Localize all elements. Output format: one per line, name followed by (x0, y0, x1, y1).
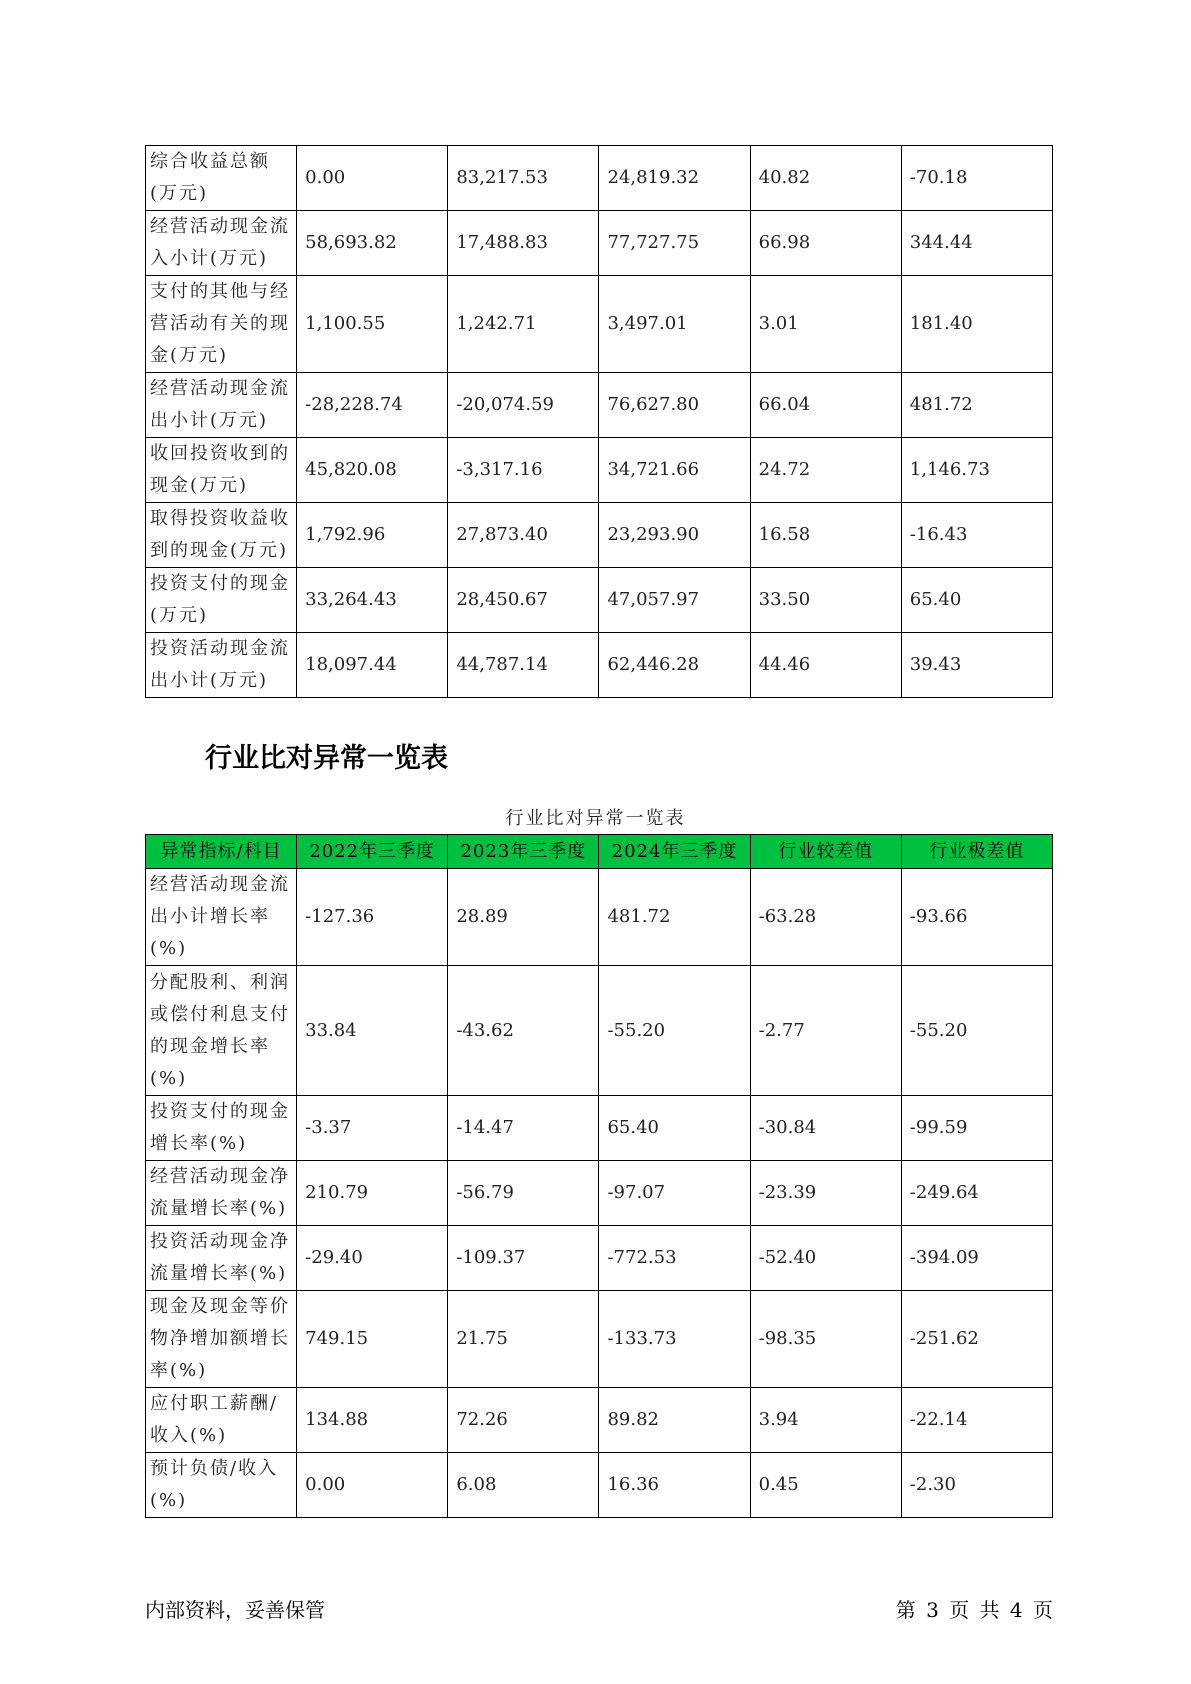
row-label: 取得投资收益收到的现金(万元) (146, 503, 297, 568)
row-label: 分配股利、利润或偿付利息支付的现金增长率(%) (146, 966, 297, 1096)
table-caption: 行业比对异常一览表 (505, 808, 686, 829)
cell-value: -772.53 (599, 1226, 750, 1291)
cell-value: 44,787.14 (448, 633, 599, 698)
cell-value: 181.40 (901, 276, 1052, 373)
cell-value: 39.43 (901, 633, 1052, 698)
cell-value: -23.39 (750, 1161, 901, 1226)
table-row (146, 869, 1053, 966)
cell-value: -55.20 (901, 966, 1052, 1096)
cell-value: 1,100.55 (297, 276, 448, 373)
cell-value: -133.73 (599, 1291, 750, 1388)
row-label: 经营活动现金净流量增长率(%) (146, 1161, 297, 1226)
cell-value: 16.36 (599, 1453, 750, 1518)
cell-value: -251.62 (901, 1291, 1052, 1388)
row-label: 现金及现金等价物净增加额增长率(%) (146, 1291, 297, 1388)
cell-value: 3.94 (750, 1388, 901, 1453)
cell-value: 66.04 (750, 373, 901, 438)
cell-value: 27,873.40 (448, 503, 599, 568)
cell-value: -2.30 (901, 1453, 1052, 1518)
cell-value: -22.14 (901, 1388, 1052, 1453)
industry-anomaly-table (145, 834, 1053, 1518)
financial-data-table (145, 145, 1053, 698)
cell-value: 40.82 (750, 146, 901, 211)
cell-value: -20,074.59 (448, 373, 599, 438)
cell-value: 481.72 (599, 869, 750, 966)
cell-value: 1,792.96 (297, 503, 448, 568)
cell-value: -30.84 (750, 1096, 901, 1161)
cell-value: 66.98 (750, 211, 901, 276)
table-row (146, 633, 1053, 698)
cell-value: 6.08 (448, 1453, 599, 1518)
table-row (146, 1096, 1053, 1161)
cell-value: -14.47 (448, 1096, 599, 1161)
row-label: 经营活动现金流出小计(万元) (146, 373, 297, 438)
cell-value: 65.40 (599, 1096, 750, 1161)
column-header: 行业极差值 (901, 835, 1052, 869)
cell-value: 28.89 (448, 869, 599, 966)
table-row (146, 966, 1053, 1096)
table-header-row (146, 835, 1053, 869)
cell-value: 65.40 (901, 568, 1052, 633)
cell-value: 34,721.66 (599, 438, 750, 503)
column-header: 2022年三季度 (297, 835, 448, 869)
cell-value: 21.75 (448, 1291, 599, 1388)
cell-value: 62,446.28 (599, 633, 750, 698)
cell-value: 749.15 (297, 1291, 448, 1388)
row-label: 投资活动现金流出小计(万元) (146, 633, 297, 698)
cell-value: -52.40 (750, 1226, 901, 1291)
table-row (146, 373, 1053, 438)
row-label: 收回投资收到的现金(万元) (146, 438, 297, 503)
column-header: 行业较差值 (750, 835, 901, 869)
table-row (146, 1453, 1053, 1518)
cell-value: 24.72 (750, 438, 901, 503)
cell-value: -97.07 (599, 1161, 750, 1226)
cell-value: -127.36 (297, 869, 448, 966)
cell-value: 134.88 (297, 1388, 448, 1453)
cell-value: 47,057.97 (599, 568, 750, 633)
cell-value: 44.46 (750, 633, 901, 698)
cell-value: 45,820.08 (297, 438, 448, 503)
table-row (146, 276, 1053, 373)
cell-value: -3.37 (297, 1096, 448, 1161)
cell-value: 33.50 (750, 568, 901, 633)
column-header: 2023年三季度 (448, 835, 599, 869)
table-row (146, 146, 1053, 211)
row-label: 投资支付的现金(万元) (146, 568, 297, 633)
cell-value: 1,146.73 (901, 438, 1052, 503)
row-label: 经营活动现金流出小计增长率(%) (146, 869, 297, 966)
table-row (146, 211, 1053, 276)
cell-value: 0.00 (297, 146, 448, 211)
cell-value: 210.79 (297, 1161, 448, 1226)
table-row (146, 1226, 1053, 1291)
cell-value: -3,317.16 (448, 438, 599, 503)
cell-value: 344.44 (901, 211, 1052, 276)
cell-value: 33.84 (297, 966, 448, 1096)
cell-value: -249.64 (901, 1161, 1052, 1226)
column-header: 2024年三季度 (599, 835, 750, 869)
cell-value: -93.66 (901, 869, 1052, 966)
row-label: 经营活动现金流入小计(万元) (146, 211, 297, 276)
table-row (146, 438, 1053, 503)
footer-confidential-note: 内部资料，妥善保管 (145, 1598, 325, 1622)
cell-value: 3,497.01 (599, 276, 750, 373)
cell-value: -56.79 (448, 1161, 599, 1226)
row-label: 支付的其他与经营活动有关的现金(万元) (146, 276, 297, 373)
page-number: 第 3 页 共 4 页 (895, 1598, 1053, 1622)
table-row (146, 1161, 1053, 1226)
cell-value: 24,819.32 (599, 146, 750, 211)
cell-value: -98.35 (750, 1291, 901, 1388)
cell-value: -2.77 (750, 966, 901, 1096)
cell-value: 72.26 (448, 1388, 599, 1453)
cell-value: 17,488.83 (448, 211, 599, 276)
cell-value: -99.59 (901, 1096, 1052, 1161)
cell-value: -109.37 (448, 1226, 599, 1291)
cell-value: 83,217.53 (448, 146, 599, 211)
row-label: 应付职工薪酬/收入(%) (146, 1388, 297, 1453)
row-label: 综合收益总额(万元) (146, 146, 297, 211)
cell-value: 76,627.80 (599, 373, 750, 438)
cell-value: 3.01 (750, 276, 901, 373)
cell-value: 28,450.67 (448, 568, 599, 633)
table-row (146, 1388, 1053, 1453)
cell-value: -394.09 (901, 1226, 1052, 1291)
row-label: 投资支付的现金增长率(%) (146, 1096, 297, 1161)
cell-value: -43.62 (448, 966, 599, 1096)
table-row (146, 1291, 1053, 1388)
table-row (146, 568, 1053, 633)
cell-value: -28,228.74 (297, 373, 448, 438)
cell-value: -16.43 (901, 503, 1052, 568)
cell-value: 16.58 (750, 503, 901, 568)
section-heading: 行业比对异常一览表 (205, 743, 448, 774)
cell-value: 0.00 (297, 1453, 448, 1518)
column-header: 异常指标/科目 (146, 835, 297, 869)
cell-value: 77,727.75 (599, 211, 750, 276)
cell-value: 0.45 (750, 1453, 901, 1518)
cell-value: 58,693.82 (297, 211, 448, 276)
cell-value: -55.20 (599, 966, 750, 1096)
cell-value: 23,293.90 (599, 503, 750, 568)
cell-value: 481.72 (901, 373, 1052, 438)
cell-value: -70.18 (901, 146, 1052, 211)
row-label: 预计负债/收入(%) (146, 1453, 297, 1518)
cell-value: 89.82 (599, 1388, 750, 1453)
cell-value: -63.28 (750, 869, 901, 966)
cell-value: 33,264.43 (297, 568, 448, 633)
cell-value: 18,097.44 (297, 633, 448, 698)
row-label: 投资活动现金净流量增长率(%) (146, 1226, 297, 1291)
table-row (146, 503, 1053, 568)
cell-value: 1,242.71 (448, 276, 599, 373)
cell-value: -29.40 (297, 1226, 448, 1291)
